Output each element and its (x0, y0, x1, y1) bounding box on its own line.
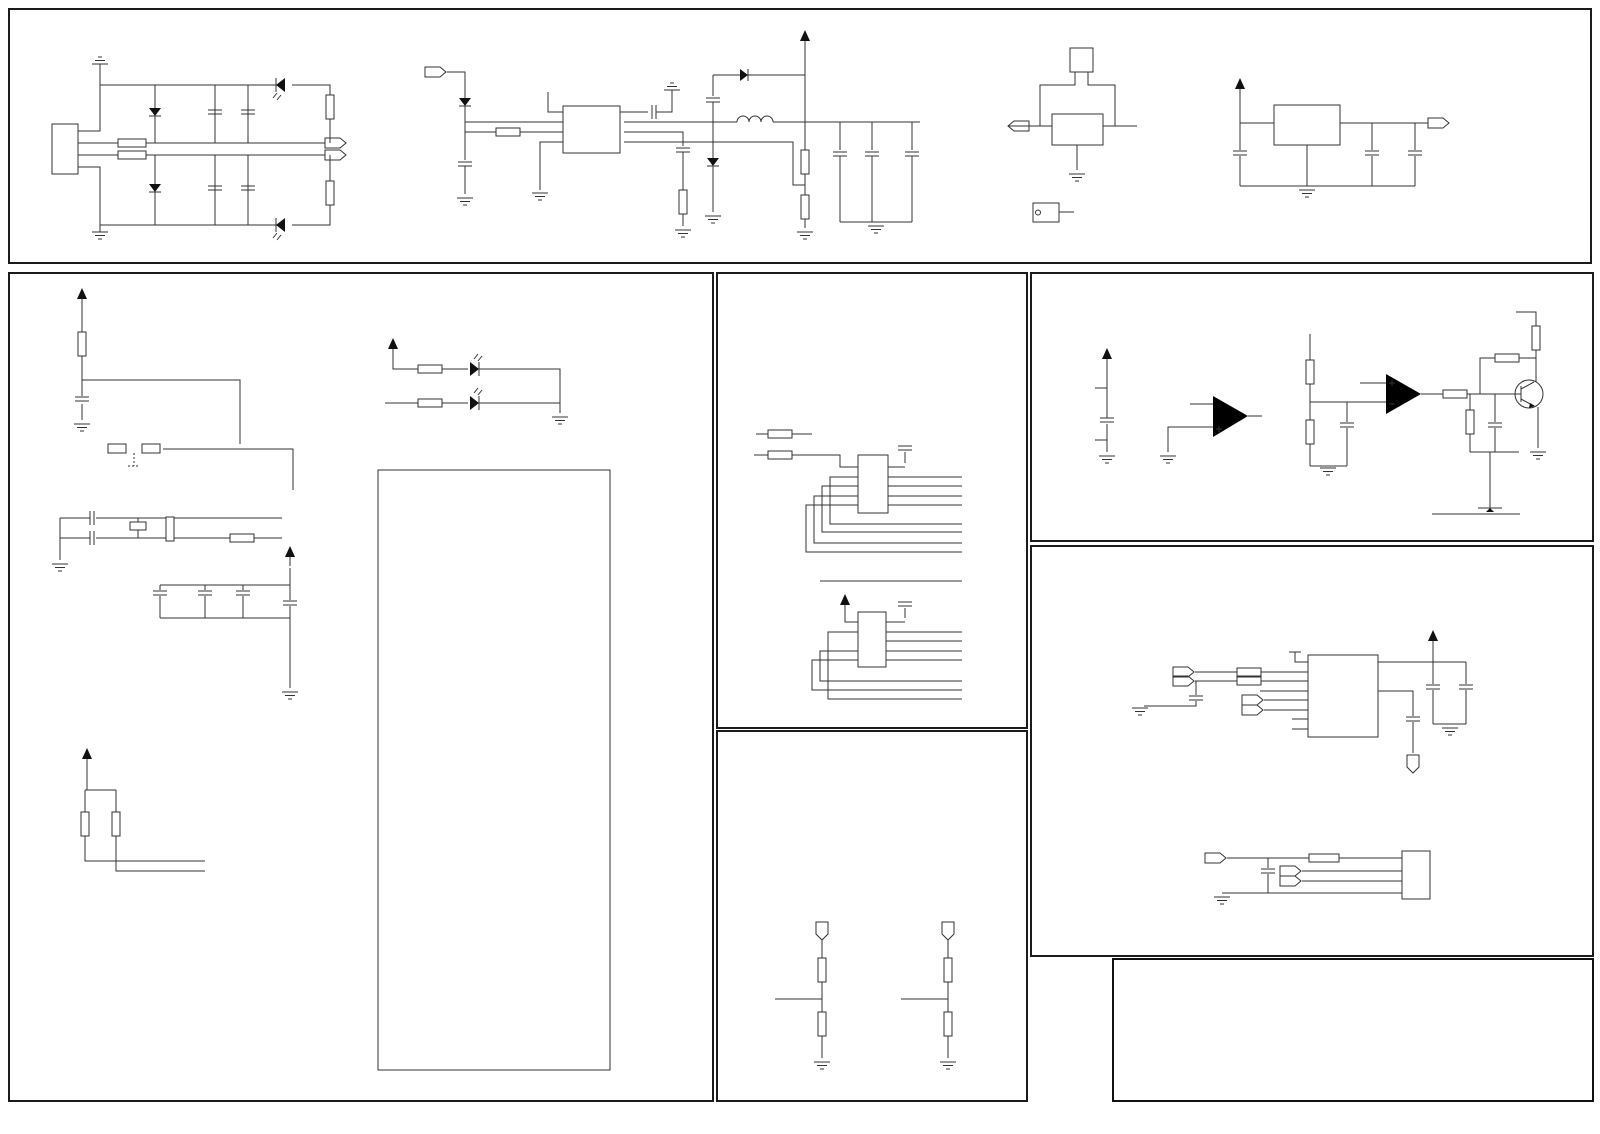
voltage-detect-schematic (775, 922, 956, 1069)
power-buck-schematic (425, 30, 920, 239)
uart-usb-schematic (1132, 630, 1473, 904)
usb-power-schematic (1095, 312, 1546, 514)
lcd-sd-schematic (754, 430, 962, 699)
mcu-schematic (52, 288, 610, 1070)
title-block (1112, 958, 1594, 1102)
power-regulators-schematic (1008, 48, 1449, 222)
power-left-schematic (52, 57, 346, 240)
